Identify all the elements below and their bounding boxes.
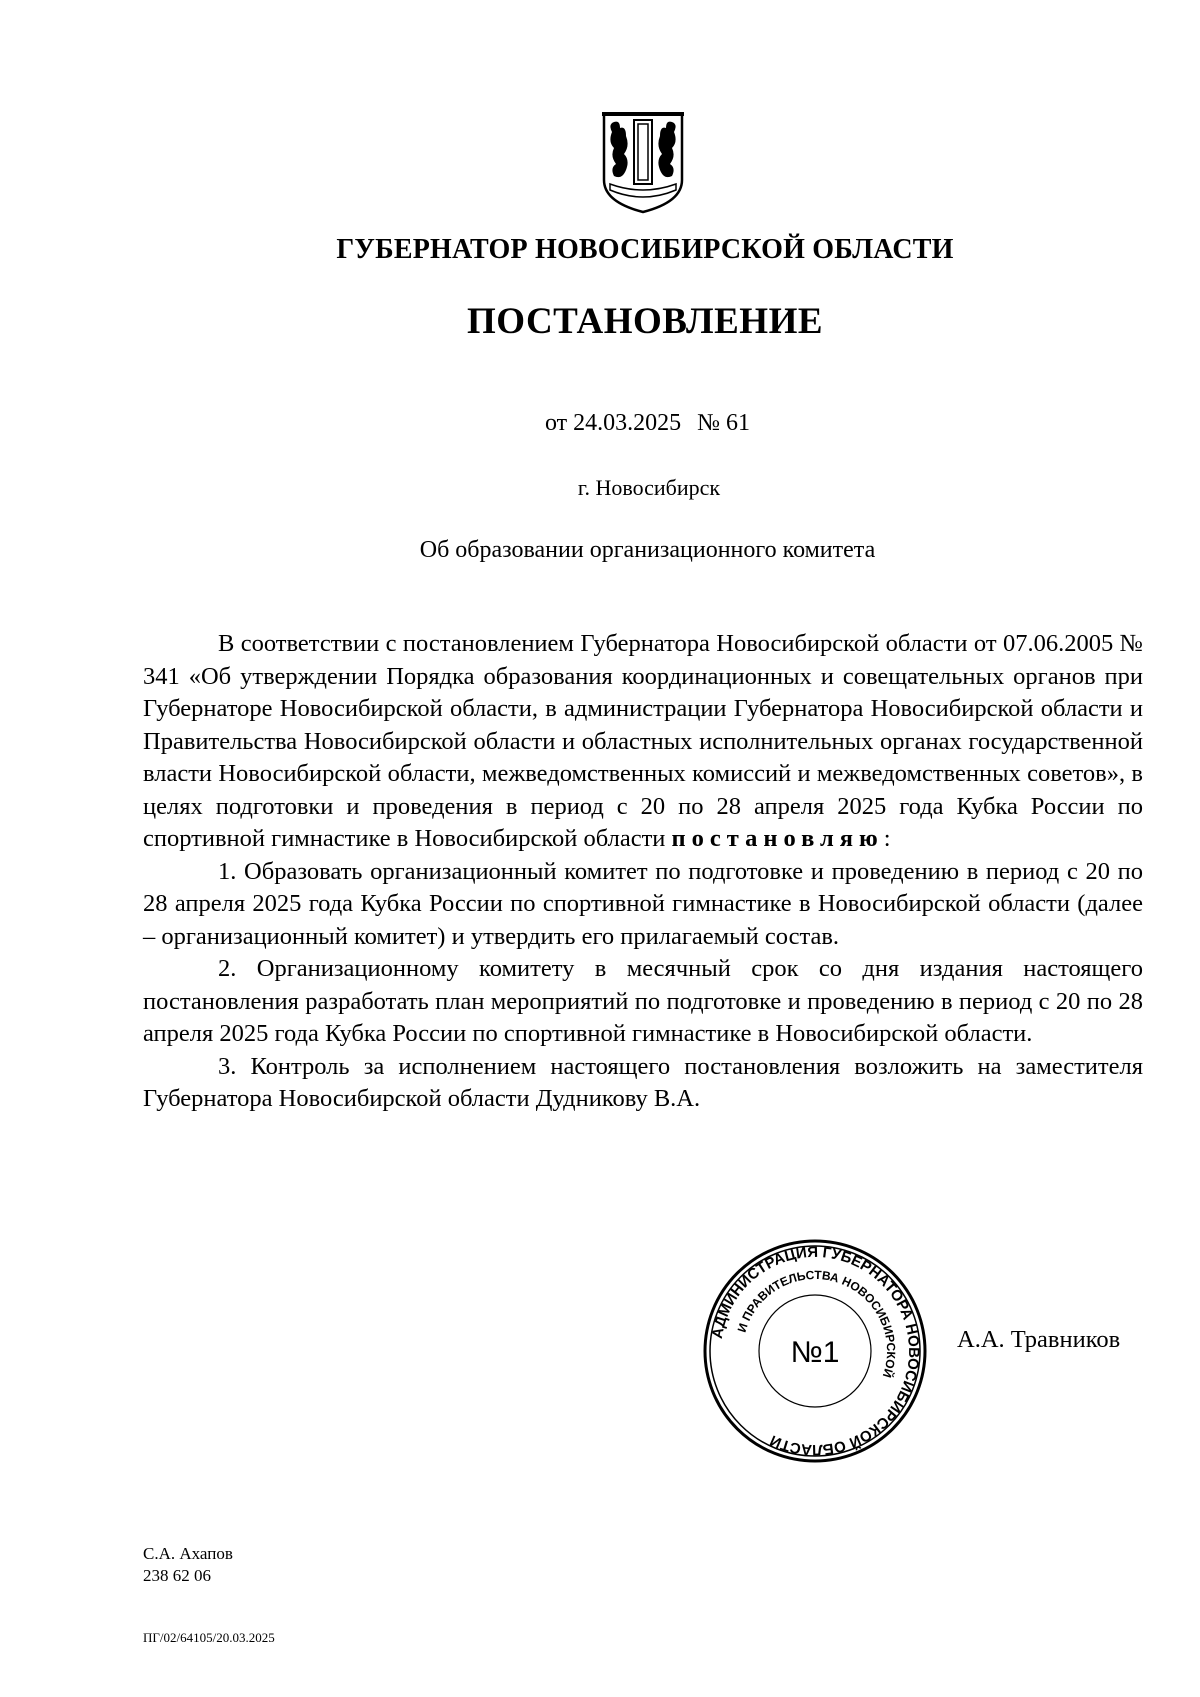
city: г. Новосибирск — [577, 475, 721, 500]
coat-of-arms-emblem — [600, 110, 686, 214]
document-type: ПОСТАНОВЛЕНИЕ — [466, 301, 824, 342]
executor-phone: 238 62 06 — [143, 1566, 211, 1585]
document-body — [143, 628, 1143, 1116]
decree-colon: : — [883, 825, 891, 852]
stamp-inner-text: И ПРАВИТЕЛЬСТВА НОВОСИБИРСКОЙ — [734, 1267, 899, 1380]
document-date: от 24.03.2025 — [544, 410, 682, 436]
preamble-paragraph — [143, 628, 1143, 856]
document-subject: Об образовании организационного комитета — [419, 537, 876, 563]
clause-1: 1. Образовать организационный комитет по подготовке и проведению в период с 20 по 28 апреля 2025 года Кубка России по спортивной гимнастике в Новосибирской области (далее – организационный комитет) и утвердить его прилагаемый состав. — [143, 857, 1143, 950]
official-seal-stamp — [702, 1238, 928, 1464]
stamp-center-number: №1 — [790, 1336, 840, 1369]
decree-word: постановляю — [671, 825, 884, 852]
stamp-outer-text: АДМИНИСТРАЦИЯ ГУБЕРНАТОРА НОВОСИБИРСКОЙ ОБЛАСТИ — [708, 1243, 923, 1459]
signatory-name: А.А. Травников — [957, 1326, 1121, 1353]
issuing-authority: ГУБЕРНАТОР НОВОСИБИРСКОЙ ОБЛАСТИ — [336, 234, 954, 265]
preamble-text: В соответствии с постановлением Губернатора Новосибирской области от 07.06.2005 № 341 «Об утверждении Порядка образования координационных и совещательных органов при Губернаторе Новосибирской области, в администрации Губернатора Новосибирской области и Правительства Новосибирской области и областных исполнительных органах государственной власти Новосибирской области, межведомственных комиссий и межведомственных советов», в целях подготовки и проведения в период с 20 по 28 апреля 2025 года Кубка России по спортивной гимнастике в Новосибирской области — [143, 630, 1143, 852]
clause-2: 2. Организационному комитету в месячный срок со дня издания настоящего постановления разработать план мероприятий по подготовке и проведению в период с 20 по 28 апреля 2025 года Кубка России по спортивной гимнастике в Новосибирской области. — [143, 955, 1143, 1047]
clause-3: 3. Контроль за исполнением настоящего постановления возложить на заместителя Губернатора Новосибирской области Дудникову В.А. — [143, 1052, 1143, 1112]
document-number: № 61 — [697, 410, 751, 436]
executor-name: С.А. Ахапов — [143, 1544, 233, 1563]
date-number-line — [0, 410, 1200, 437]
registration-number: ПГ/02/64105/20.03.2025 — [143, 1630, 275, 1645]
executor-block — [143, 1543, 233, 1587]
